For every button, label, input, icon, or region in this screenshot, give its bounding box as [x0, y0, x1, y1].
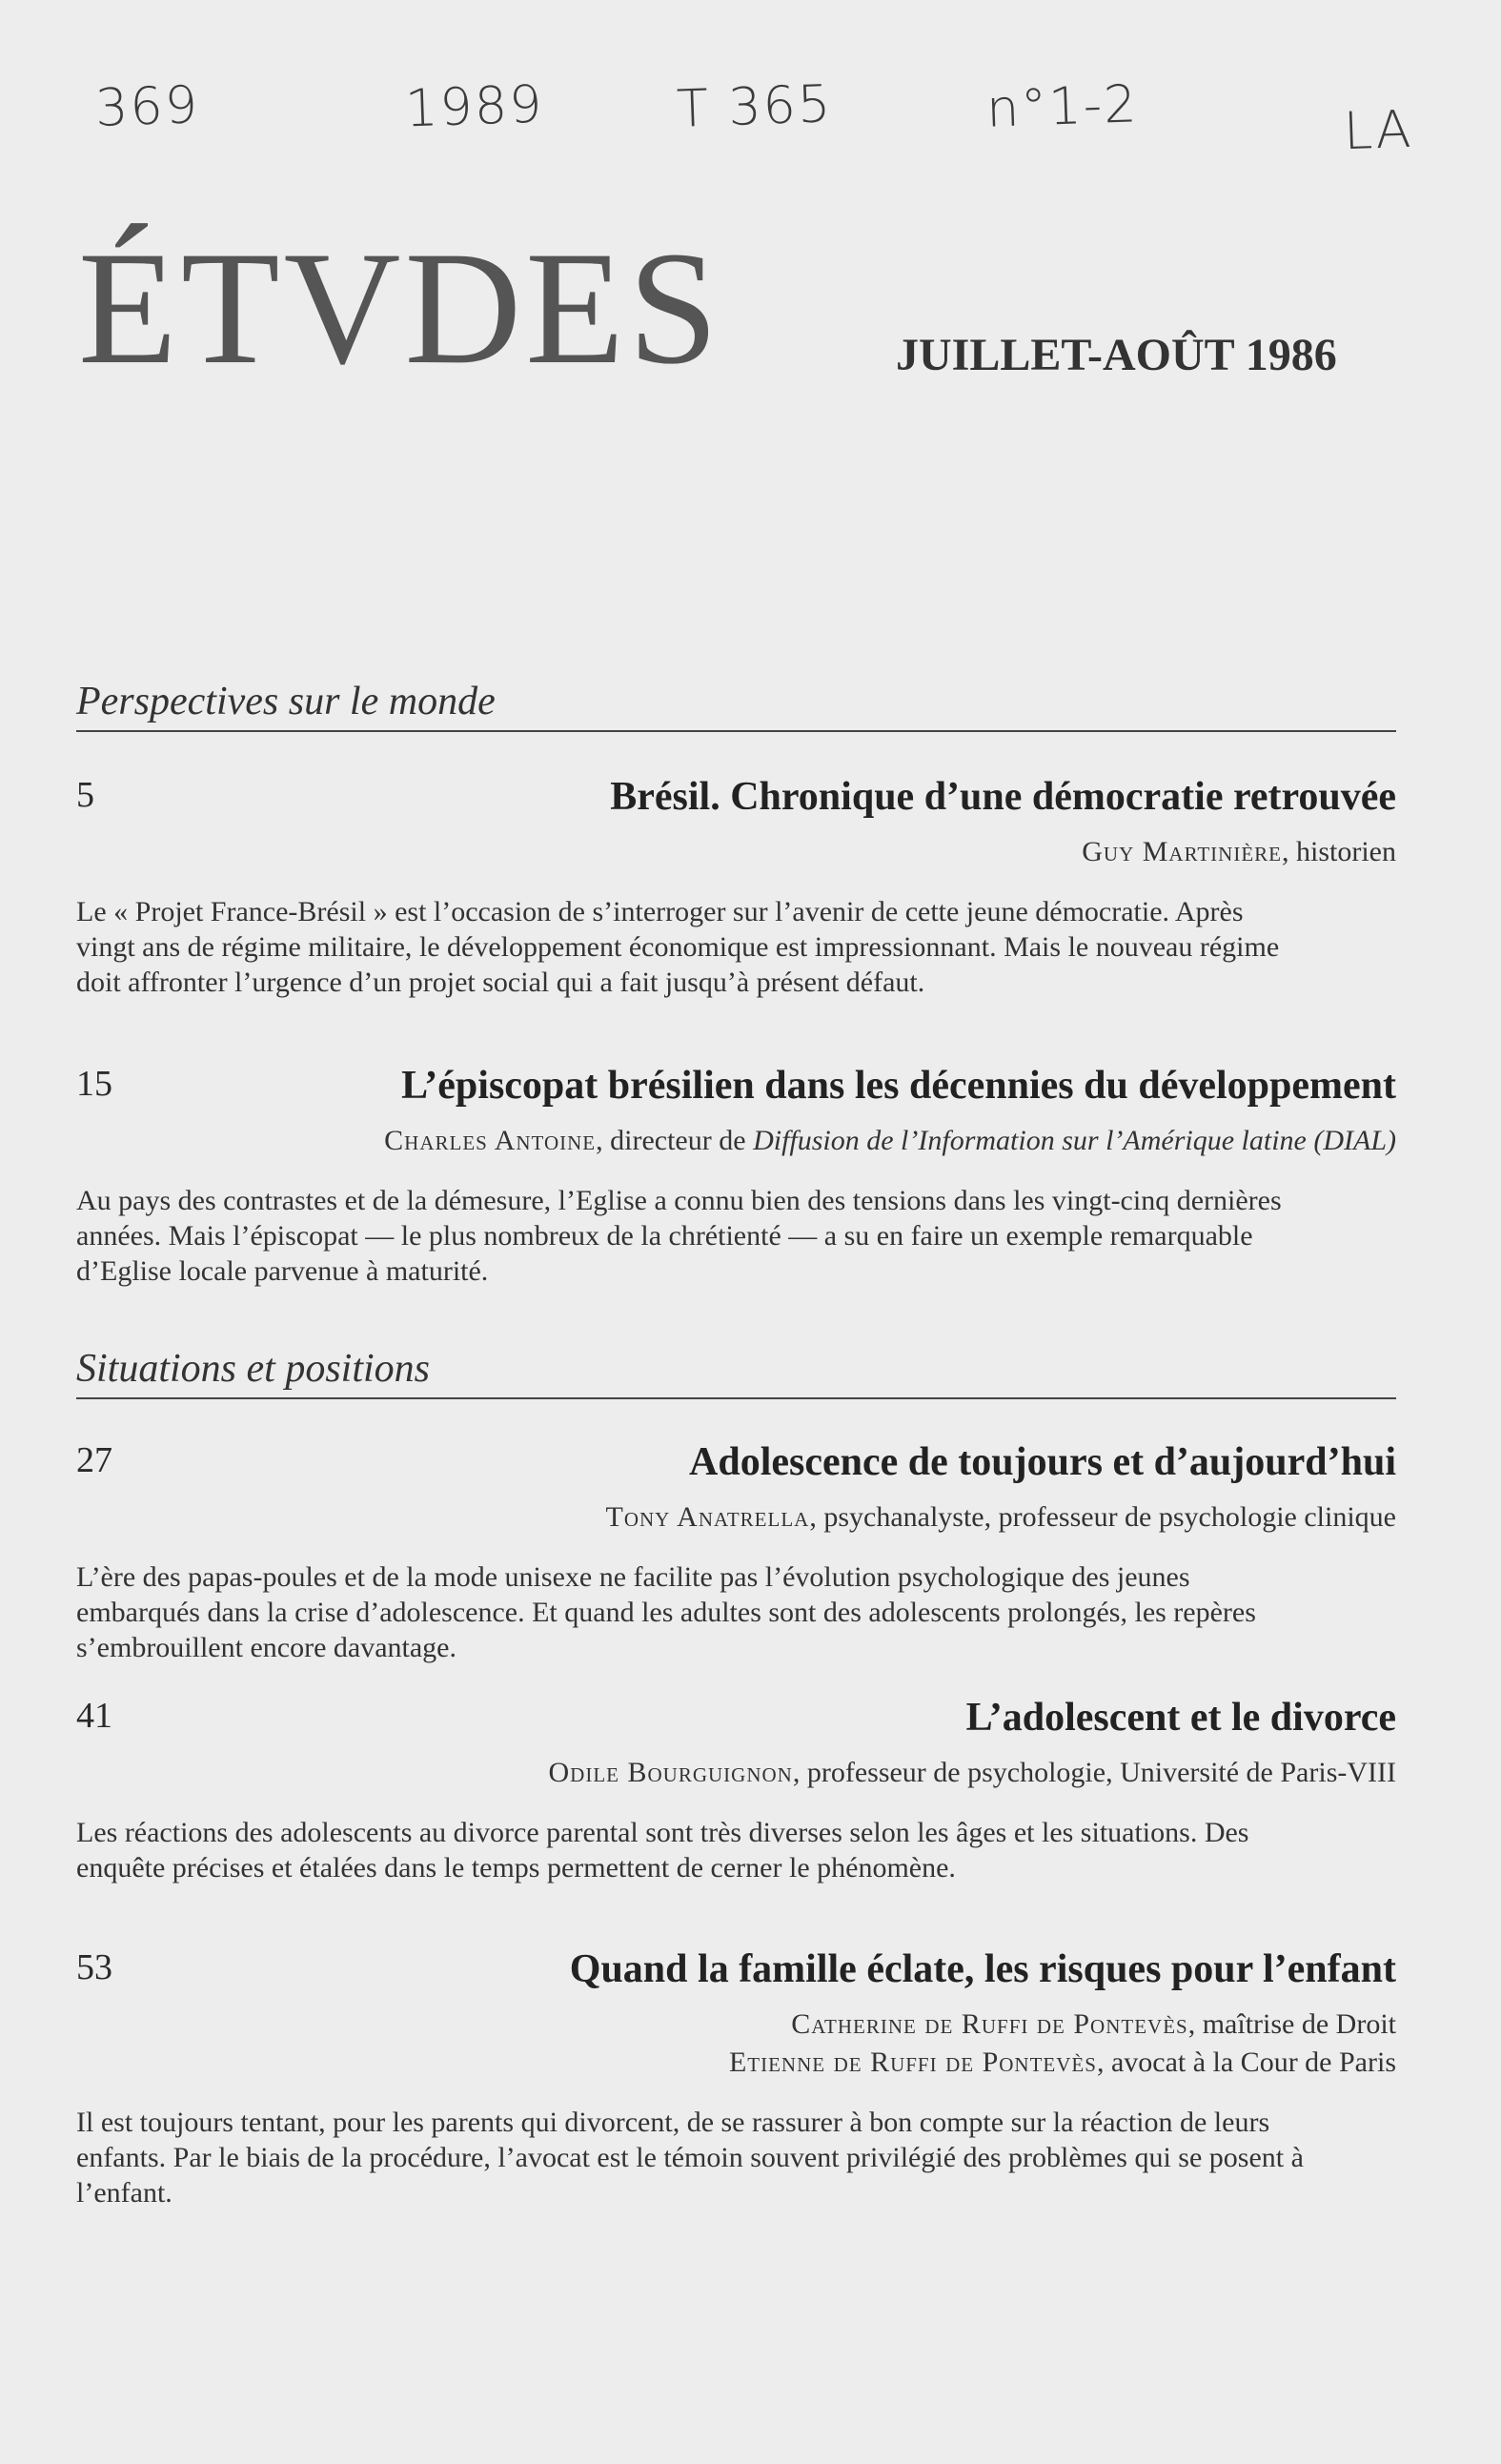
- handwritten-note-5: LA: [1342, 98, 1414, 162]
- author-role: , directeur de: [596, 1125, 754, 1156]
- author-role: , professeur de psychologie, Université de Paris-VIII: [792, 1757, 1396, 1788]
- author-name: Charles Antoine: [384, 1125, 597, 1156]
- article-summary: Au pays des contrastes et de la démesure, l’Eglise a connu bien des tensions dans les vingt-cinq dernières années. Mais l’épiscopat — le plus nombreux de la chrétienté — a su en faire un exemple remarquable d’Eglise locale parvenue à maturité.: [76, 1185, 1282, 1287]
- handwritten-note-3: T 365: [675, 73, 834, 139]
- issue-date: JUILLET-AOÛT 1986: [896, 330, 1337, 380]
- article-title[interactable]: Brésil. Chronique d’une démocratie retrouvée: [610, 775, 1396, 819]
- article-title[interactable]: Adolescence de toujours et d’aujourd’hui: [689, 1440, 1396, 1484]
- toc-entry: [76, 774, 1396, 1000]
- author-line: [76, 2044, 1396, 2082]
- author-role: , historien: [1282, 836, 1396, 867]
- article-summary: Il est toujours tentant, pour les parents qui divorcent, de se rassurer à bon compte sur la réaction de leurs enfants. Par le biais de la procédure, l’avocat est le témoin souvent privilégié des problèmes qui se posent à l’enfant.: [76, 2107, 1304, 2209]
- page-number: 15: [76, 1064, 112, 1104]
- author-role: , avocat à la Cour de Paris: [1096, 2047, 1396, 2078]
- toc-entry: [76, 1439, 1396, 1665]
- toc-entry: [76, 1946, 1396, 2210]
- article-title[interactable]: Quand la famille éclate, les risques pour l’enfant: [569, 1947, 1396, 1991]
- author-line: [76, 1498, 1396, 1537]
- page-number: 5: [76, 775, 94, 815]
- page-number: 27: [76, 1440, 112, 1480]
- author-line: [76, 1122, 1396, 1160]
- article-title[interactable]: L’épiscopat brésilien dans les décennies du développement: [401, 1064, 1396, 1108]
- page-number: 41: [76, 1696, 112, 1736]
- author-role: , maîtrise de Droit: [1187, 2008, 1396, 2040]
- author-name: Guy Martinière: [1082, 836, 1282, 867]
- handwritten-note-1: 369: [93, 74, 201, 138]
- author-line: [76, 1754, 1396, 1792]
- section-heading-situations: Situations et positions: [76, 1346, 1396, 1399]
- author-name: Odile Bourguignon: [548, 1757, 793, 1788]
- publication-name: Diffusion de l’Information sur l’Amérique latine (DIAL): [753, 1125, 1396, 1156]
- author-line: [76, 2006, 1396, 2044]
- journal-title: ÉTVDES: [78, 218, 722, 397]
- author-name: Etienne de Ruffi de Pontevès: [728, 2047, 1097, 2078]
- toc-entry: [76, 1063, 1396, 1289]
- page-number: 53: [76, 1947, 112, 1987]
- handwritten-note-2: 1989: [403, 73, 545, 139]
- article-title[interactable]: L’adolescent et le divorce: [965, 1696, 1396, 1740]
- article-summary: Les réactions des adolescents au divorce parental sont très diverses selon les âges et les situations. Des enquête précises et étalées dans le temps permettent de cerner le phénomène.: [76, 1817, 1249, 1884]
- author-name: Catherine de Ruffi de Pontevès: [791, 2008, 1188, 2040]
- article-summary: L’ère des papas-poules et de la mode unisexe ne facilite pas l’évolution psychologique des jeunes embarqués dans la crise d’adolescence. Et quand les adultes sont des adolescents prolongés, les repères s’embrouillent encore davantage.: [76, 1561, 1256, 1663]
- section-heading-perspectives: Perspectives sur le monde: [76, 679, 1396, 732]
- toc-entry: [76, 1695, 1396, 1885]
- author-line: [76, 833, 1396, 871]
- author-role: , psychanalyste, professeur de psychologie clinique: [809, 1501, 1396, 1533]
- handwritten-note-4: n°1-2: [984, 73, 1140, 139]
- article-summary: Le « Projet France-Brésil » est l’occasion de s’interroger sur l’avenir de cette jeune démocratie. Après vingt ans de régime militaire, le développement économique est impressionnant. Mais le nouveau régime doit affronter l’urgence d’un projet social qui a fait jusqu’à présent défaut.: [76, 896, 1280, 998]
- author-name: Tony Anatrella: [605, 1501, 810, 1533]
